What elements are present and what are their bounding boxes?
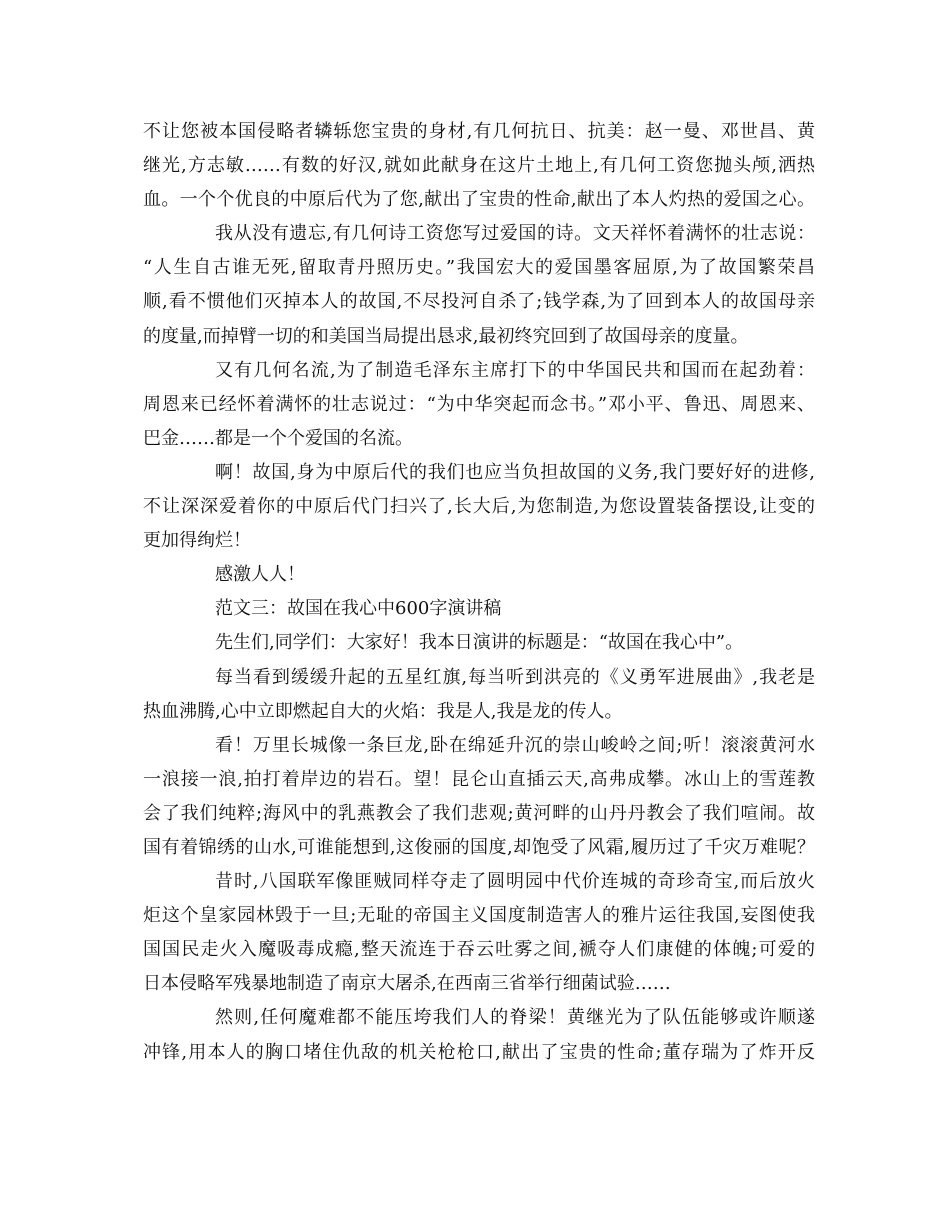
text-line: 我从没有遗忘,有几何诗工资您写过爱国的诗。文天祥怀着满怀的壮志说： bbox=[215, 223, 815, 245]
text-line: 昔时,八国联军像匪贼同样夺走了圆明园中代价连城的奇珍奇宝,而后放火 bbox=[215, 871, 815, 893]
text-line: 啊！故国,身为中原后代的我们也应当负担故国的义务,我门要好好的进修, bbox=[215, 461, 815, 483]
text-line: 冲锋,用本人的胸口堵住仇敌的机关枪枪口,献出了宝贵的性命;董存瑞为了炸开反 bbox=[143, 1041, 815, 1063]
text-line: 会了我们纯粹;海风中的乳燕教会了我们悲观;黄河畔的山丹丹教会了我们喧闹。故 bbox=[143, 802, 815, 824]
text-line: 一浪接一浪,拍打着岸边的岩石。望！昆仑山直插云天,高弗成攀。冰山上的雪莲教 bbox=[143, 768, 815, 790]
text-line: 又有几何名流,为了制造毛泽东主席打下的中华国民共和国而在起劲着： bbox=[215, 359, 815, 381]
text-line: 不让您被本国侵略者辚轹您宝贵的身材,有几何抗日、抗美：赵一曼、邓世昌、黄 bbox=[143, 121, 815, 142]
text-line: 热血沸腾,心中立即燃起自大的火焰：我是人,我是龙的传人。 bbox=[143, 700, 623, 722]
text-line: 不让深深爱着你的中原后代门扫兴了,长大后,为您制造,为您设置装备摆设,让变的 bbox=[143, 496, 815, 518]
text-line: 炬这个皇家园林毁于一旦;无耻的帝国主义国度制造害人的雅片运往我国,妄图使我 bbox=[143, 905, 815, 927]
text-line: 血。一个个优良的中原后代为了您,献出了宝贵的性命,献出了本人灼热的爱国之心。 bbox=[143, 189, 815, 211]
text-line: 先生们,同学们：大家好！我本日演讲的标题是：“故国在我心中”。 bbox=[215, 632, 744, 654]
text-line: 然则,任何魔难都不能压垮我们人的脊梁！黄继光为了队伍能够或许顺遂 bbox=[215, 1007, 815, 1029]
text-line: 范文三：故国在我心中600字演讲稿 bbox=[215, 598, 502, 620]
text-line: 看！万里长城像一条巨龙,卧在绵延升沉的崇山峻岭之间;听！滚滚黄河水 bbox=[215, 734, 815, 756]
text-line: 巴金……都是一个个爱国的名流。 bbox=[143, 427, 413, 449]
text-line: 周恩来已经怀着满怀的壮志说过：“为中华突起而念书。”邓小平、鲁迅、周恩来、 bbox=[143, 393, 815, 415]
body-text bbox=[143, 115, 815, 1070]
text-line: 每当看到缓缓升起的五星红旗,每当听到洪亮的《义勇军进展曲》,我老是 bbox=[215, 666, 815, 688]
text-line: 国国民走火入魔吸毒成瘾,整天流连于吞云吐雾之间,褫夺人们康健的体魄;可爱的 bbox=[143, 939, 815, 961]
text-line: 顺,看不惯他们灭掉本人的故国,不尽投河自杀了;钱学森,为了回到本人的故国母亲 bbox=[143, 291, 815, 313]
text-line: 国有着锦绣的山水,可谁能想到,这俊丽的国度,却饱受了风霜,履历过了千灾万难呢？ bbox=[143, 836, 815, 858]
text-line: 继光,方志敏……有数的好汉,就如此献身在这片土地上,有几何工资您抛头颅,洒热 bbox=[143, 155, 815, 177]
text-line: “人生自古谁无死,留取青丹照历史。”我国宏大的爱国墨客屈原,为了故国繁荣昌 bbox=[143, 257, 815, 279]
text-line: 的度量,而掉臂一切的和美国当局提出恳求,最初终究回到了故国母亲的度量。 bbox=[143, 325, 749, 347]
text-line: 感激人人！ bbox=[215, 564, 305, 586]
text-line: 更加得绚烂！ bbox=[143, 530, 251, 552]
text-line: 日本侵略军残暴地制造了南京大屠杀,在西南三省举行细菌试验…… bbox=[143, 973, 671, 995]
